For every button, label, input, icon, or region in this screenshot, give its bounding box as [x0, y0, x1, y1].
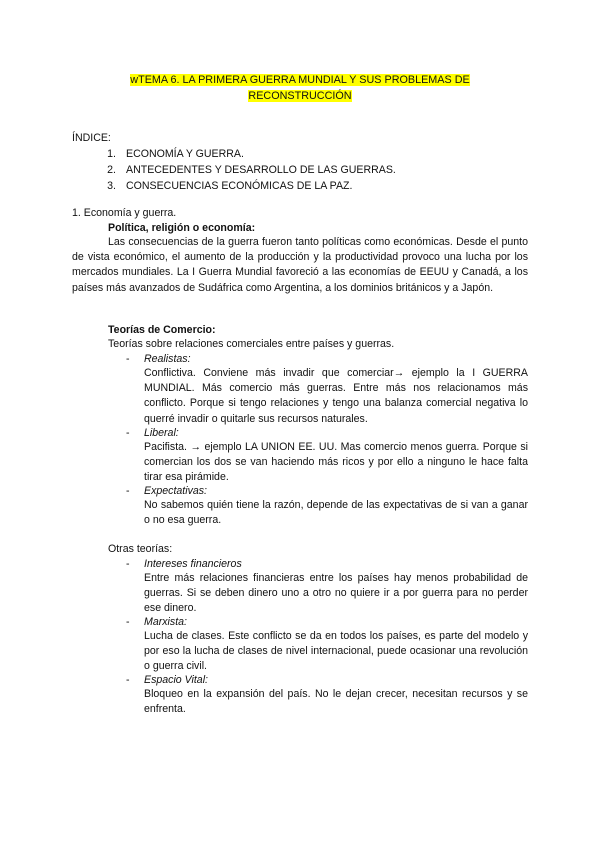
other-theories-heading: Otras teorías:	[108, 543, 173, 555]
section-paragraph: Las consecuencias de la guerra fueron tanto políticas como económicas. Desde el punto de vista económico, el aumento de la producción y la productividad provoco una lucha por los mercados mundiales. La I Guerra Mundial favoreció a las economías de EEUU y Canadá, a los países más avanzados de Sudáfrica como Argentina, a los dominios británicos y a Japón.	[72, 236, 528, 294]
theory-label: Realistas:	[144, 353, 191, 365]
trade-theories-heading: Teorías de Comercio:	[108, 324, 216, 336]
section-subheading: Política, religión o economía:	[108, 222, 256, 234]
theory-label: Liberal:	[144, 427, 179, 439]
theory-label: Marxista:	[144, 616, 187, 628]
theory-description: Conflictiva. Conviene más invadir que comerciar→ ejemplo la I GUERRA MUNDIAL. Más comercio más guerras. Entre más nos relacionamos más conflicto. Porque si tengo relaciones y tengo una balanza comercial negativa lo querré invadir o quitarle sus recursos naturales.	[144, 367, 528, 425]
index-item: ECONOMÍA Y GUERRA.	[126, 148, 244, 160]
list-bullet: -	[126, 427, 130, 439]
index-item: ANTECEDENTES Y DESARROLLO DE LAS GUERRAS.	[126, 164, 396, 176]
section-heading: 1. Economía y guerra.	[72, 207, 177, 219]
theory-label: Espacio Vital:	[144, 674, 208, 686]
theory-label: Intereses financieros	[144, 558, 242, 570]
theory-description: Entre más relaciones financieras entre los países hay menos probabilidad de guerras. Si se deben dinero uno a otro no quiere ir a por guerra para no perder ese dinero.	[144, 572, 528, 615]
title-line-2: RECONSTRUCCIÓN	[248, 90, 352, 102]
index-item: CONSECUENCIAS ECONÓMICAS DE LA PAZ.	[126, 180, 353, 192]
index-item-number: 1.	[107, 148, 116, 160]
title-line-1: wTEMA 6. LA PRIMERA GUERRA MUNDIAL Y SUS PROBLEMAS DE	[130, 74, 470, 86]
list-bullet: -	[126, 674, 130, 686]
theory-description: Lucha de clases. Este conflicto se da en todos los países, es parte del modelo y por eso la lucha de clases de nivel internacional, puede ocasionar una revolución o guerra civil.	[144, 630, 528, 673]
theory-label: Expectativas:	[144, 485, 208, 497]
index-item-number: 2.	[107, 164, 116, 176]
trade-theories-intro: Teorías sobre relaciones comerciales entre países y guerras.	[108, 338, 395, 350]
theory-description: Bloqueo en la expansión del país. No le dejan crecer, necesitan recursos y se enfrenta.	[144, 688, 528, 716]
document-title	[100, 72, 500, 104]
list-bullet: -	[126, 353, 130, 365]
list-bullet: -	[126, 485, 130, 497]
list-bullet: -	[126, 616, 130, 628]
theory-description: Pacifista. → ejemplo LA UNION EE. UU. Mas comercio menos guerra. Porque si comercian los dos se van haciendo más ricos y por ello a ninguno le hace falta tirar esa pirámide.	[144, 441, 528, 484]
list-bullet: -	[126, 558, 130, 570]
theory-description: No sabemos quién tiene la razón, depende de las expectativas de si van a ganar o no esa guerra.	[144, 499, 528, 527]
index-heading: ÍNDICE:	[72, 132, 111, 144]
index-item-number: 3.	[107, 180, 116, 192]
